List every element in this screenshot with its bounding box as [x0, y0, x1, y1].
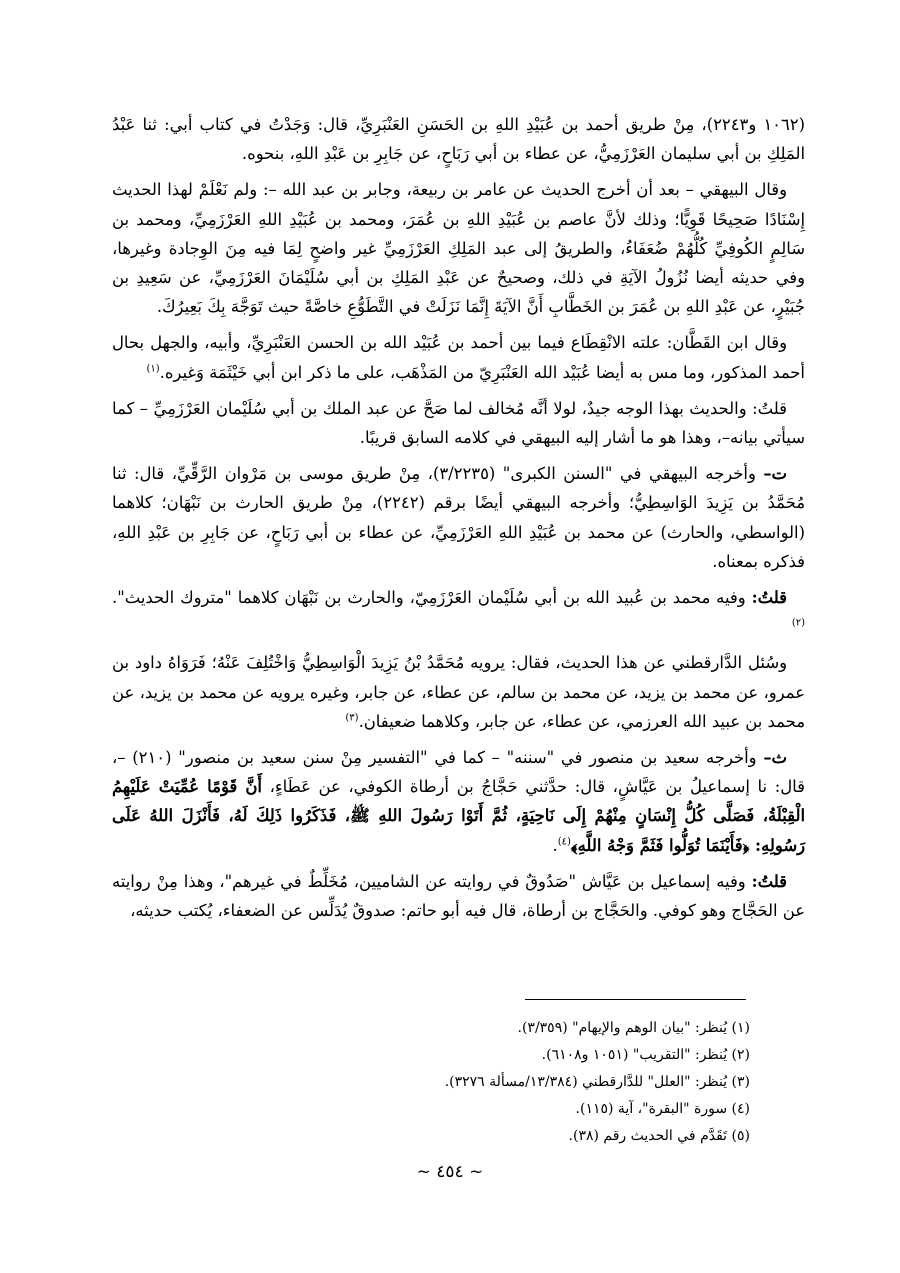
main-text — [112, 110, 805, 932]
footnote-2: (٢) يُنظر: "التقريب" (١٠٥١ و٦١٠٨). — [541, 1047, 750, 1063]
paragraph-8 — [112, 743, 805, 860]
paragraph-4 — [112, 394, 805, 452]
paragraph-2-text: وقال البيهقي – بعد أن أخرج الحديث عن عامر بن ربيعة، وجابر بن عبد الله –: ولم نَعْلَمْ لهذا الحديث إِسْنَادًا صَحِيحًا قَوِيًّا؛ وذلك لأنَّ عاصم بن عُبَيْدِ اللهِ بن عُمَرَ، ومحمد بن عُبَيْدِ اللهِ العَرْزَمِيِّ، ومحمد بن سَالِمٍ الكُوفِيِّ كُلُّهُمْ ضُعَفَاءُ، والطريقُ إلى عبد المَلِكِ العَرْزَمِيِّ غير واضحٍ لِمَا فيه مِنَ الوِجادة وغيرها، وفي حديثه أيضا نُزُولُ الآيَةِ في ذلك، وصحيحٌ عن عَبْدِ المَلِكِ بن أبي سُلَيْمَانَ العَرْزَمِيِّ، عن سَعِيدِ بن جُبَيْرٍ، عن عَبْدِ اللهِ بن عُمَرَ بن الخَطَّابِ أَنَّ الآيَةَ إِنَّمَا نَزَلَتْ في التَّطَوُّعِ خاصَّةً حيث تَوَجَّهَ بِكَ بَعِيرُكَ. — [112, 180, 805, 317]
paragraph-6-text: وفيه محمد بن عُبيد الله بن أبي سُلَيْمان العَرْزَمِيّ، والحارث بن نَبْهَان كلاهما "متروك الحديث". — [112, 588, 752, 608]
footnote-ref-4[interactable]: (٤) — [557, 836, 571, 848]
paragraph-8-label: ث– — [763, 748, 787, 768]
quran-verse: ﴿فَأَيْنَمَا تُوَلُّوا فَثَمَّ وَجْهُ اللَّهِ﴾ — [570, 835, 756, 855]
paragraph-8-text: وأخرجه سعيد بن منصور في "سننه" – كما في "التفسير مِنْ سنن سعيد بن منصور" (٢١٠) –، قال: نا إسماعيلُ بن عَيَّاشٍ، قال: حدَّثني حَجَّاجُ بن أرطاة الكوفي، عن عَطَاءٍ، — [112, 748, 806, 797]
paragraph-9-text: وفيه إسماعيل بن عَيَّاش "صَدُوقٌ في روايته عن الشاميين، مُخَلِّطٌ في غيرهم"، وهذا مِنْ روايته عن الحَجَّاج وهو كوفي. والحَجَّاج بن أرطاة، قال فيه أبو حاتم: صدوقٌ يُدَلِّس عن الضعفاء، يُكتب حديثه، — [112, 871, 805, 921]
paragraph-5-label: ت– — [763, 464, 787, 484]
paragraph-3-text: وقال ابن القَطَّان: علته الانْقِطَاع فيما بين أحمد بن عُبَيْد الله بن الحسن العَنْبَرِيِّ، وأبيه، والجهل بحال أحمد المذكور، وما مس به أيضا عُبَيْد الله العَنْبَرِيّ من المَذْهَب، على ما ذكر ابن أبي خَيْثَمَة وَغيره. — [112, 333, 805, 382]
paragraph-7 — [112, 648, 805, 736]
paragraph-3 — [112, 328, 805, 386]
paragraph-9 — [112, 867, 805, 925]
page-number: ~ ٤٥٤ ~ — [416, 1162, 484, 1182]
footnote-divider — [525, 999, 746, 1000]
footnotes — [300, 1015, 750, 1150]
footnote-5: (٥) تَقَدَّم في الحديث رقم (٣٨). — [568, 1128, 750, 1144]
paragraph-1-text: (١٠٦٢ و٢٢٤٣)، مِنْ طريق أحمد بن عُبَيْدِ اللهِ بن الحَسَنِ العَنْبَرِيِّ، قال: وَجَدْتُ في كتاب أبي: ثنا عَبْدُ المَلِكِ بن أبي سليمان العَرْزَمِيُّ، عن عطاء بن أبي رَبَاحٍ، عن جَابِرِ بن عَبْدِ اللهِ، بنحوه. — [112, 115, 805, 164]
paragraph-9-label: قلتُ: — [751, 871, 787, 891]
footnote-3: (٣) يُنظر: "العلل" للدَّارقطني (١٣/٣٨٤/مسألة ٣٢٧٦). — [444, 1074, 750, 1090]
paragraph-5-text: وأخرجه البيهقي في "السنن الكبرى" (٣/٢٢٣٥)، مِنْ طريق موسى بن مَرْوان الرَّقِّيِّ، قال: ثنا مُحَمَّدُ بن يَزِيدَ الوَاسِطِيُّ؛ وأخرجه البيهقي أيضًا برقم (٢٢٤٢)، مِنْ طريق الحارث بن نَبْهَان؛ كلاهما (الواسطي، والحارث) عن محمد بن عُبَيْدِ اللهِ العَرْزَمِيِّ، عن عطاء بن أبي رَبَاحٍ، عن جَابِرِ بن عَبْدِ اللهِ، فذكره بمعناه. — [112, 464, 805, 571]
paragraph-4-text: قلتُ: والحديث بهذا الوجه جيدٌ، لولا أنَّه مُخالف لما صَحَّ عن عبد الملك بن أبي سُلَيْمان العَرْزَمِيِّ – كما سيأتي بيانه–، وهذا هو ما أشار إليه البيهقي في كلامه السابق قريبًا. — [112, 398, 805, 448]
footnote-4: (٤) سورة "البقرة"، آية (١١٥). — [575, 1101, 750, 1117]
paragraph-7-text: وسُئل الدَّارقطني عن هذا الحديث، فقال: يرويه مُحَمَّدُ بْنُ يَزِيدَ الْوَاسِطِيُّ وَاخْتُلِفَ عَنْهُ؛ فَرَوَاهُ داود بن عمرو، عن محمد بن يزيد، عن محمد بن سالم، عن عطاء، عن جابر، وغيره يرويه عن محمد بن يزيد، عن محمد بن عبيد الله العرزمي، عن عطاء، عن جابر، وكلاهما ضعيفان. — [112, 653, 805, 731]
hadith-text: أَنَّ قَوْمًا عُمِّيَتْ عَلَيْهِمُ الْقِبْلَةُ، فَصَلَّى كُلُّ إِنْسَانٍ مِنْهُمْ إِلَى نَاحِيَةٍ، ثُمَّ أَتَوْا رَسُولَ اللهِ ﷺ، فَذَكَرُوا ذَلِكَ لَهُ، فَأَنْزَلَ اللهُ عَلَى رَسُولِهِ: — [112, 777, 805, 855]
footnote-ref-3[interactable]: (٣) — [345, 712, 359, 724]
footnote-ref-1[interactable]: (١) — [146, 363, 160, 375]
paragraph-5 — [112, 459, 805, 576]
footnote-ref-2[interactable]: (٢) — [791, 617, 805, 629]
paragraph-1 — [112, 110, 805, 168]
paragraph-8-end: . — [552, 835, 558, 855]
footnote-1: (١) يُنظر: "بيان الوهم والإيهام" (٣/٣٥٩). — [517, 1020, 750, 1036]
paragraph-2 — [112, 175, 805, 321]
paragraph-6 — [112, 583, 805, 641]
paragraph-6-label: قلتُ: — [751, 588, 787, 608]
